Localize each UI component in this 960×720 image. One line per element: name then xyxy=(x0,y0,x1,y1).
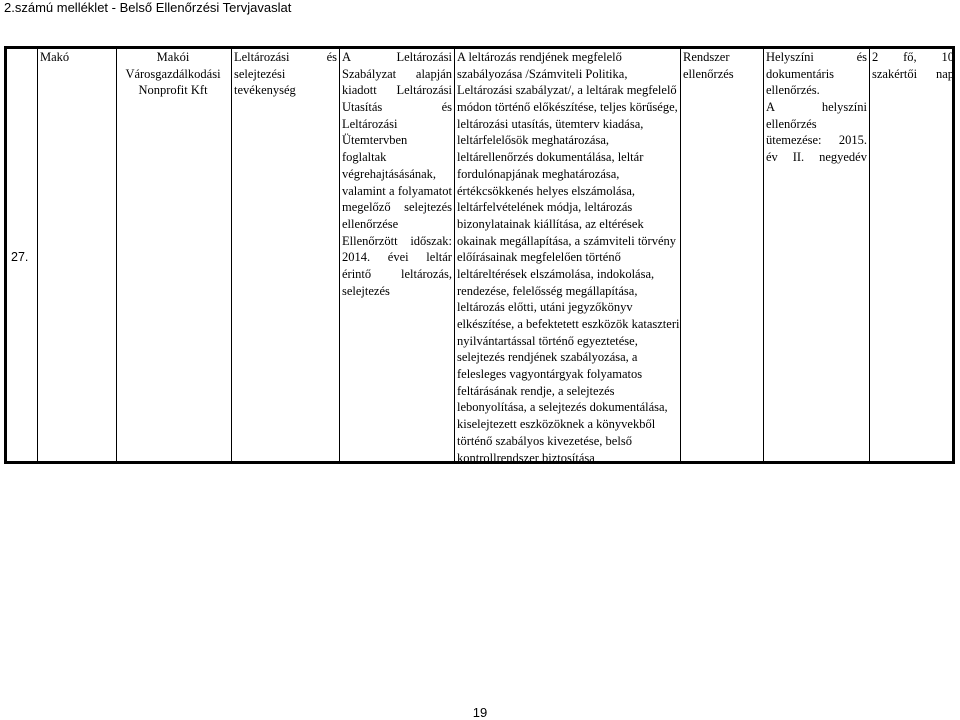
objective-cell xyxy=(342,49,452,299)
col3-line: tevékenység xyxy=(234,83,296,98)
col5-line: értékcsökkenés helyes elszámolása, xyxy=(457,183,636,198)
col5-line: Leltározási szabályzat/, a leltárak megfelelő xyxy=(457,83,677,98)
column-divider xyxy=(763,49,764,461)
col5-line: bizonylatainak kiállítása, az eltérések xyxy=(457,216,644,231)
page-number: 19 xyxy=(472,705,488,720)
col5-line: leltárfelelősök meghatározása, xyxy=(457,133,610,148)
col4-line: Leltározási xyxy=(342,116,398,131)
col4-line: ellenőrzése xyxy=(342,216,399,231)
col4-line: Utasítás és xyxy=(342,100,452,115)
col5-line: leltározási utasítás, ütemterv kiadása, xyxy=(457,116,644,131)
col3-line: Leltározási és xyxy=(234,50,337,64)
col5-line: leltárellenőrzés dokumentálása, leltár xyxy=(457,150,644,165)
col5-line: felesleges vagyontárgyak folyamatos xyxy=(457,367,643,382)
col7-line: Helyszíni és xyxy=(766,50,867,64)
col2-line: Városgazdálkodási xyxy=(125,66,221,81)
method-schedule-cell xyxy=(766,49,867,166)
column-divider xyxy=(869,49,870,461)
col5-line: kontrollrendszer biztosítása xyxy=(457,450,595,465)
col4-line: megelőző selejtezés xyxy=(342,200,452,215)
col5-line: nyilvántartással történő egyeztetése, xyxy=(457,333,638,348)
col8-line: szakértői nap xyxy=(872,66,954,81)
topic-cell xyxy=(234,49,337,99)
col4-line: foglaltak xyxy=(342,150,387,165)
col5-line: fordulónapjának meghatározása, xyxy=(457,166,620,181)
col5-line: módon történő előkészítése, teljes körűsége, xyxy=(457,100,678,115)
col4-line: érintő leltározás, xyxy=(342,266,452,281)
col4-line: végrehajtásásának, xyxy=(342,166,437,181)
col4-line: A Leltározási xyxy=(342,50,452,64)
page-header-title: 2.számú melléklet - Belső Ellenőrzési Tervjavaslat xyxy=(4,0,292,15)
col1-line: Makó xyxy=(40,50,70,64)
col4-line: Ütemtervben xyxy=(342,133,408,148)
col5-line: A leltározás rendjének megfelelő xyxy=(457,50,622,64)
city-cell xyxy=(40,49,114,66)
col5-line: leltárfelvételének módja, leltározás xyxy=(457,200,633,215)
col5-line: szabályozása /Számviteli Politika, xyxy=(457,66,628,81)
col4-line: 2014. évei leltár xyxy=(342,250,452,265)
column-divider xyxy=(680,49,681,461)
col3-line: selejtezési xyxy=(234,66,286,81)
column-divider xyxy=(37,49,38,461)
col5-line: elkészítése, a befektetett eszközök kataszteri xyxy=(457,317,680,331)
col5-line: rendezése, felelősség megállapítása, xyxy=(457,283,638,298)
column-divider xyxy=(116,49,117,461)
column-divider xyxy=(231,49,232,461)
organization-cell xyxy=(117,49,229,99)
col6-line: Rendszer xyxy=(683,50,730,64)
col4-line: Ellenőrzött időszak: xyxy=(342,233,452,248)
col7-line: ellenőrzés. xyxy=(766,83,820,98)
row-number: 27. xyxy=(11,250,29,264)
col5-line: kiselejtezett eszközöknek a könyvekből xyxy=(457,417,656,432)
audit-plan-table xyxy=(4,46,955,464)
col2-line: Makói xyxy=(156,50,190,64)
col8-line: 2 fő, 10 xyxy=(872,50,954,64)
col5-line: selejtezés rendjének szabályozása, a xyxy=(457,350,638,365)
col6-line: ellenőrzés xyxy=(683,66,734,81)
scope-cell xyxy=(457,49,679,466)
col4-line: kiadott Leltározási xyxy=(342,83,452,98)
col5-line: okainak megállapítása, a számviteli törvény xyxy=(457,233,677,248)
col5-line: történő szabályos kivezetése, belső xyxy=(457,433,632,448)
col7-line: év II. negyedév xyxy=(766,150,867,165)
col5-line: feltárásának rendje, a selejtezés xyxy=(457,383,615,398)
col4-line: Szabályzat alapján xyxy=(342,66,452,81)
col2-line: Nonprofit Kft xyxy=(138,83,208,98)
resources-cell xyxy=(872,49,954,82)
col7-line: ütemezése: 2015. xyxy=(766,133,867,148)
col5-line: előírásainak megfelelően történő xyxy=(457,250,621,265)
column-divider xyxy=(339,49,340,461)
audit-type-cell xyxy=(683,49,761,82)
col5-line: lebonyolítása, a selejtezés dokumentálása, xyxy=(457,400,668,415)
col7-line: dokumentáris xyxy=(766,66,835,81)
col4-line: selejtezés xyxy=(342,283,390,298)
col5-line: leltáreltérések elszámolása, indokolása, xyxy=(457,266,655,281)
col4-line: valamint a folyamatot xyxy=(342,183,452,198)
col7-line: ellenőrzés xyxy=(766,116,817,131)
col5-line: leltározás előtti, utáni jegyzőkönyv xyxy=(457,300,633,315)
col7-line: A helyszíni xyxy=(766,100,867,115)
column-divider xyxy=(454,49,455,461)
